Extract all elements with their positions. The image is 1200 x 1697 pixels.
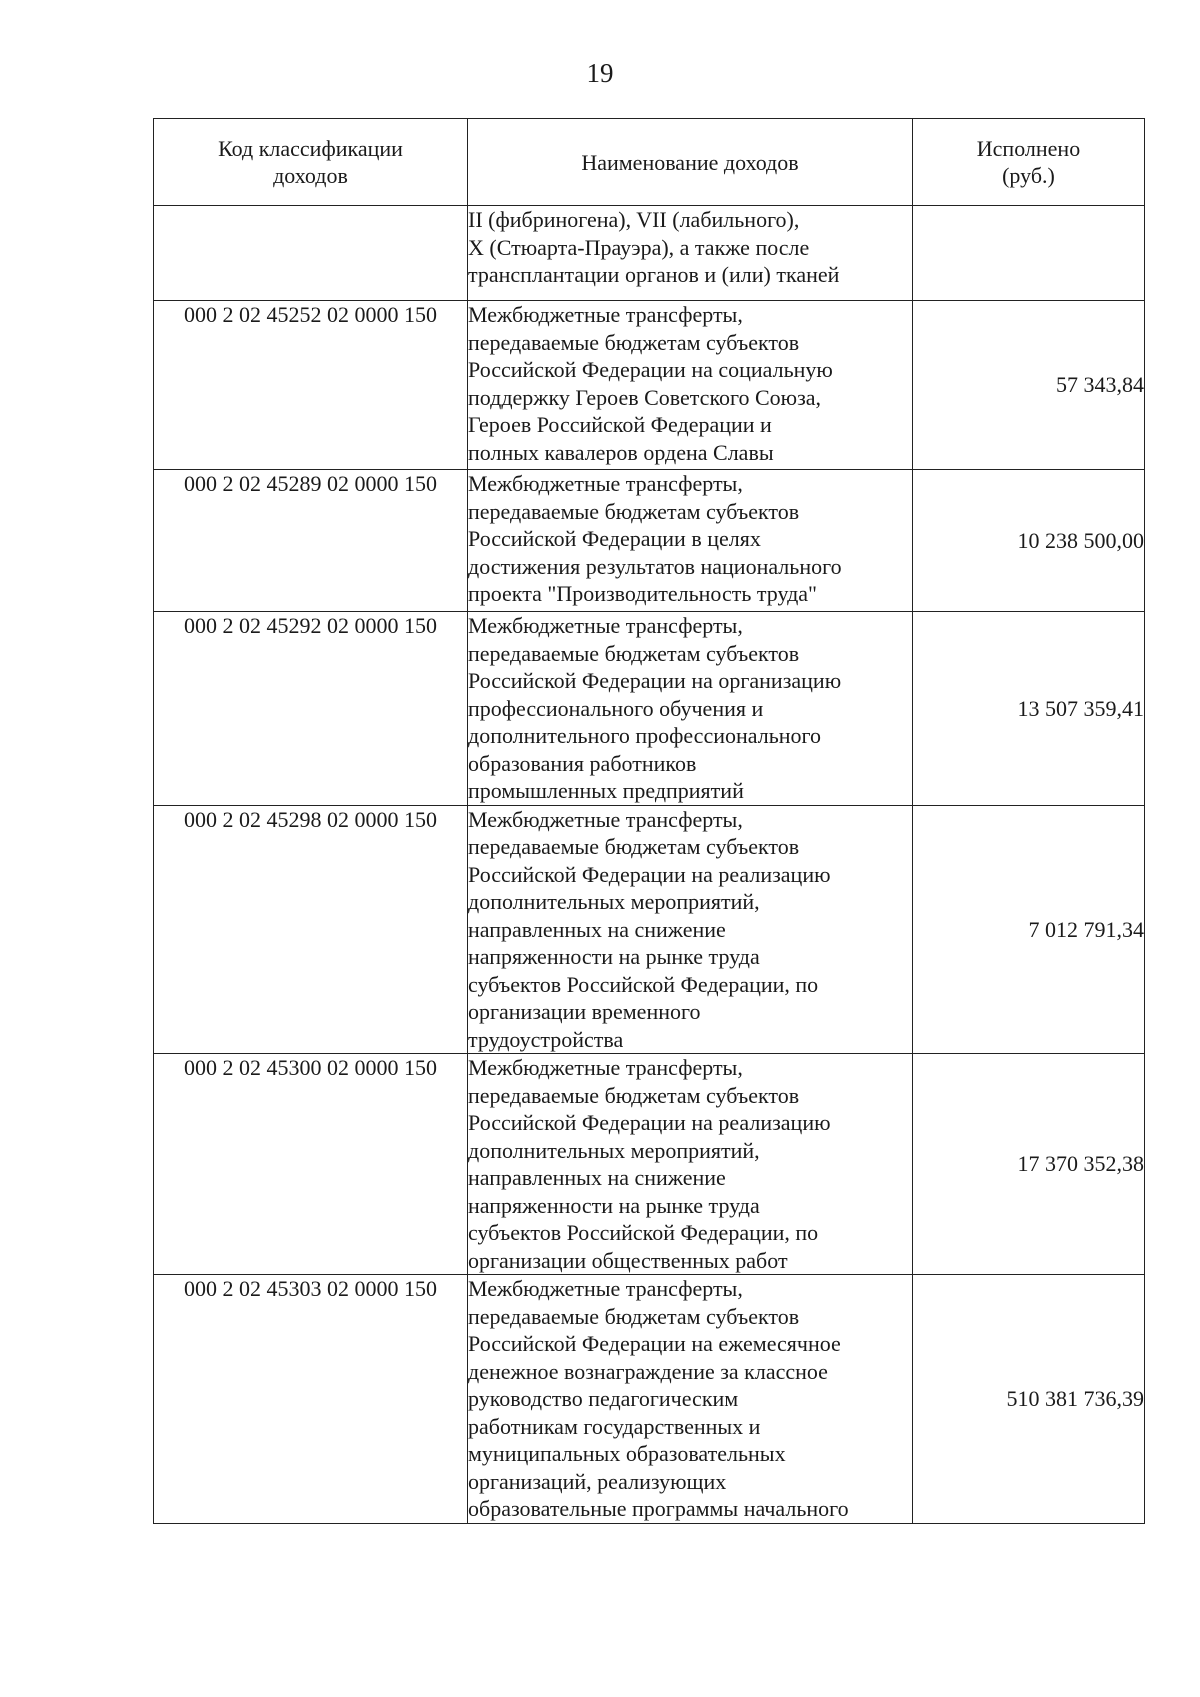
- revenue-name: [468, 805, 913, 1054]
- classification-code: 000 2 02 45252 02 0000 150: [154, 301, 468, 470]
- table-row: [154, 206, 1145, 301]
- header-amount: [913, 119, 1145, 206]
- revenue-name-line: проекта "Производительность труда": [468, 581, 818, 606]
- revenue-name-line: направленных на снижение: [468, 1165, 726, 1190]
- revenue-name-line: Российской Федерации на организацию: [468, 668, 842, 693]
- revenue-name-line: денежное вознаграждение за классное: [468, 1358, 828, 1384]
- revenue-name-line: Межбюджетные трансферты,: [468, 806, 743, 832]
- table-row: [154, 301, 1145, 470]
- table-row: [154, 470, 1145, 612]
- revenue-name-line: организации общественных работ: [468, 1247, 788, 1273]
- revenue-name: [468, 612, 913, 806]
- executed-amount: 17 370 352,38: [913, 1054, 1145, 1275]
- revenue-name-line: Межбюджетные трансферты,: [468, 471, 743, 496]
- revenue-name-line: направленных на снижение: [468, 916, 726, 942]
- revenue-name-line: работникам государственных и: [468, 1413, 761, 1439]
- revenue-name-line: образования работников: [468, 750, 697, 776]
- revenue-name-line: передаваемые бюджетам субъектов: [468, 1082, 800, 1108]
- revenue-name-line: поддержку Героев Советского Союза,: [468, 384, 822, 410]
- revenue-name-line: Российской Федерации на реализацию: [468, 861, 831, 887]
- header-name-line: Наименование доходов: [581, 149, 799, 175]
- revenue-name-line: Межбюджетные трансферты,: [468, 1276, 743, 1301]
- revenue-name-line: руководство педагогическим: [468, 1386, 739, 1411]
- revenue-name-line: муниципальных образовательных: [468, 1441, 786, 1466]
- revenue-name-line: передаваемые бюджетам субъектов: [468, 1303, 800, 1329]
- header-amount-line: Исполнено: [976, 136, 1081, 161]
- revenue-name-line: Межбюджетные трансферты,: [468, 613, 743, 638]
- table-row: [154, 1275, 1145, 1524]
- revenue-name-line: субъектов Российской Федерации, по: [468, 1220, 819, 1245]
- revenue-name: [468, 1275, 913, 1524]
- revenue-name-line: Героев Российской Федерации и: [468, 412, 772, 437]
- classification-code: 000 2 02 45292 02 0000 150: [154, 612, 468, 806]
- classification-code: [154, 206, 468, 301]
- table-body: [154, 206, 1145, 1524]
- revenue-name-line: Российской Федерации в целях: [468, 526, 761, 551]
- table-row: [154, 805, 1145, 1054]
- executed-amount: 57 343,84: [913, 301, 1145, 470]
- table-row: [154, 1054, 1145, 1275]
- revenue-name-line: X (Стюарта-Прауэра), а также после: [468, 234, 810, 260]
- revenue-name-line: передаваемые бюджетам субъектов: [468, 498, 800, 524]
- revenue-name-line: промышленных предприятий: [468, 778, 744, 803]
- revenue-name: [468, 206, 913, 301]
- revenue-name: [468, 1054, 913, 1275]
- revenue-name-line: Межбюджетные трансферты,: [468, 1055, 743, 1080]
- revenue-name-line: напряженности на рынке труда: [468, 1192, 760, 1218]
- revenue-name-line: дополнительного профессионального: [468, 723, 821, 748]
- revenue-name-line: Российской Федерации на реализацию: [468, 1110, 831, 1135]
- revenue-table: [153, 118, 1145, 1524]
- revenue-name-line: Российской Федерации на социальную: [468, 357, 833, 382]
- revenue-name-line: дополнительных мероприятий,: [468, 1137, 760, 1163]
- revenue-name-line: образовательные программы начального: [468, 1496, 849, 1521]
- revenue-name-line: субъектов Российской Федерации, по: [468, 971, 819, 997]
- revenue-name: [468, 470, 913, 612]
- classification-code: 000 2 02 45298 02 0000 150: [154, 805, 468, 1054]
- classification-code: 000 2 02 45303 02 0000 150: [154, 1275, 468, 1524]
- header-code-line: Код классификации: [218, 136, 403, 161]
- executed-amount: [913, 206, 1145, 301]
- revenue-name-line: организации временного: [468, 999, 701, 1024]
- header-amount-line: (руб.): [1002, 163, 1055, 188]
- revenue-name-line: дополнительных мероприятий,: [468, 889, 760, 914]
- page-number: 19: [586, 58, 614, 88]
- table-header-row: [154, 119, 1145, 206]
- executed-amount: 510 381 736,39: [913, 1275, 1145, 1524]
- revenue-name-line: организаций, реализующих: [468, 1468, 727, 1494]
- revenue-name-line: трансплантации органов и (или) тканей: [468, 262, 840, 287]
- revenue-name-line: передаваемые бюджетам субъектов: [468, 640, 800, 666]
- classification-code: 000 2 02 45289 02 0000 150: [154, 470, 468, 612]
- revenue-name-line: достижения результатов национального: [468, 553, 842, 579]
- classification-code: 000 2 02 45300 02 0000 150: [154, 1054, 468, 1275]
- revenue-name-line: Российской Федерации на ежемесячное: [468, 1331, 841, 1356]
- executed-amount: 7 012 791,34: [913, 805, 1145, 1054]
- revenue-name-line: полных кавалеров ордена Славы: [468, 439, 774, 465]
- revenue-name: [468, 301, 913, 470]
- executed-amount: 10 238 500,00: [913, 470, 1145, 612]
- header-code-line: доходов: [273, 163, 348, 188]
- revenue-name-line: Межбюджетные трансферты,: [468, 302, 743, 327]
- revenue-name-line: II (фибриногена), VII (лабильного),: [468, 207, 800, 232]
- executed-amount: 13 507 359,41: [913, 612, 1145, 806]
- revenue-name-line: передаваемые бюджетам субъектов: [468, 329, 800, 355]
- header-name: [468, 119, 913, 206]
- revenue-name-line: передаваемые бюджетам субъектов: [468, 834, 800, 859]
- revenue-name-line: профессионального обучения и: [468, 695, 764, 721]
- revenue-name-line: напряженности на рынке труда: [468, 944, 760, 969]
- revenue-name-line: трудоустройства: [468, 1026, 624, 1052]
- table-row: [154, 612, 1145, 806]
- header-code: [154, 119, 468, 206]
